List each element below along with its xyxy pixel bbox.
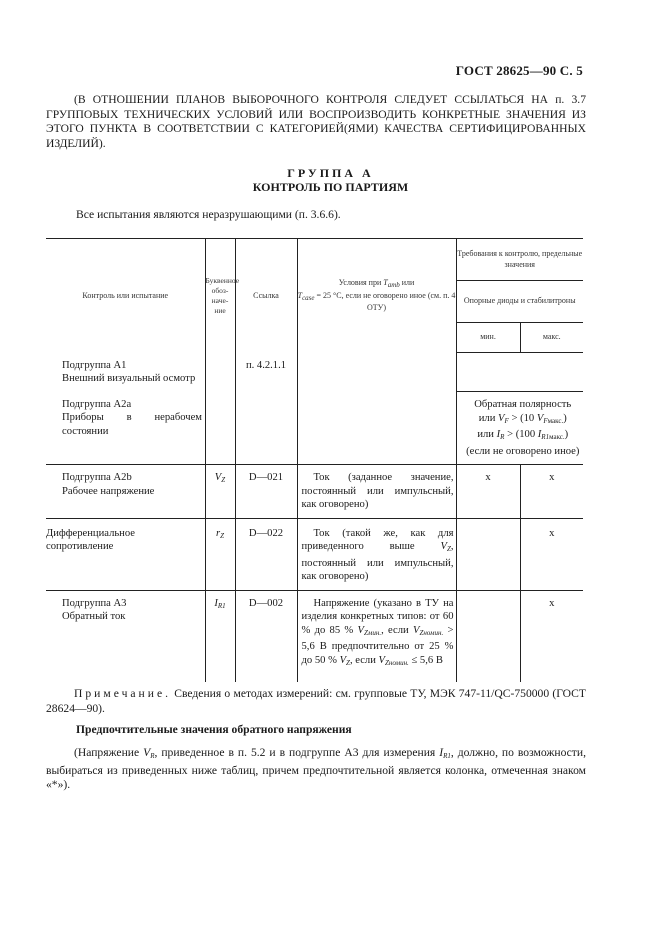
- note-label: Примечание.: [74, 687, 171, 700]
- header-requirements: Требования к контролю, предельные значения: [456, 239, 583, 281]
- row-symbol: $r_Z$: [205, 518, 235, 590]
- table-row: [46, 353, 583, 392]
- row-requirement: Обратная полярность или $V_F > (10$ $V_{Fмакс.}$) или $I_R > (100$ $I_{R1макс.}$) (если не оговорено иное): [456, 392, 583, 465]
- header-diodes: Опорные диоды и стабилитроны: [456, 281, 583, 323]
- row-name: Дифференциальное сопротивление: [46, 527, 135, 552]
- group-subtitle: КОНТРОЛЬ ПО ПАРТИЯМ: [252, 180, 409, 194]
- header-reference: Ссылка: [235, 239, 297, 353]
- header-conditions: Условия при $T_{amb}$ или $T_{case} = 25$ °С, если не оговорено иное (см. п. 4 ОТУ): [297, 239, 456, 353]
- row-conditions: Напряжение (указано в ТУ на изделия конкретных типов: от 60 % до 85 % $V_{Zмин.}$, если $V_{Zномин.} > 5,6$ В предпочтительно от 25 % до 50 % $V_Z$, если $V_{Zномин.} \le 5,6$ В: [297, 590, 456, 682]
- group-title: ГРУППА А: [287, 166, 374, 180]
- row-ref: D—022: [235, 518, 297, 590]
- table-row: [46, 465, 583, 519]
- row-ref: D—021: [235, 465, 297, 519]
- row-ref: D—002: [235, 590, 297, 682]
- row-name: Обратный ток: [62, 611, 126, 622]
- header-test: Контроль или испытание: [46, 239, 205, 353]
- header-min: мин.: [456, 323, 520, 353]
- table-row: [46, 392, 583, 465]
- row-name: Приборы в нерабочем состоянии: [62, 412, 202, 437]
- row-group: Подгруппа A3: [62, 597, 127, 609]
- row-ref: п. 4.2.1.1: [235, 353, 297, 392]
- row-group: Подгруппа A1: [62, 359, 127, 371]
- row-min: x: [456, 465, 520, 519]
- header-letter: Буквенное обоз- наче- ние: [205, 239, 235, 353]
- all-tests-note: Все испытания являются неразрушающими (п. 3.6.6).: [76, 208, 341, 221]
- row-max: x: [520, 465, 583, 519]
- row-max: x: [520, 590, 583, 682]
- row-name: Внешний визуальный осмотр: [62, 373, 196, 384]
- row-conditions: Ток (заданное значение, постоянный или импульсный, как оговорено): [297, 465, 456, 519]
- note-text: Сведения о методах измерений: см. групповые ТУ, МЭК 747-11/QC-750000 (ГОСТ 28624—90).: [46, 687, 586, 715]
- row-conditions: Ток (такой же, как для приведенного выше $V_Z$, постоянный или импульсный, как оговорено): [297, 518, 456, 590]
- row-max: x: [520, 518, 583, 590]
- section-title: Предпочтительные значения обратного напряжения: [76, 723, 352, 736]
- lot-control-table: [46, 238, 583, 682]
- table-row: [46, 590, 583, 682]
- note-paragraph: [46, 687, 586, 716]
- row-group: Подгруппа A2b: [62, 472, 132, 483]
- row-group: Подгруппа A2a: [62, 398, 132, 410]
- header-max: макс.: [520, 323, 583, 353]
- row-symbol: $I_{R1}$: [205, 590, 235, 682]
- row-name: Рабочее напряжение: [62, 485, 155, 497]
- intro-paragraph: (В ОТНОШЕНИИ ПЛАНОВ ВЫБОРОЧНОГО КОНТРОЛЯ СЛЕДУЕТ ССЫЛАТЬСЯ НА п. 3.7 ГРУППОВЫХ ТЕХНИЧЕСКИХ УСЛОВИЙ ИЛИ ВОСПРОИЗВОДИТЬ КОНКРЕТНЫЕ ЗНАЧЕНИЯ ИЗ ЭТОГО ПУНКТА В СООТВЕТСТВИИ С КАТЕГОРИЕЙ(ЯМИ) КАЧЕСТВА СЕРТИФИЦИРОВАННЫХ ИЗДЕЛИЙ).: [46, 93, 586, 150]
- row-symbol: $V_Z$: [205, 465, 235, 519]
- table-row: [46, 518, 583, 590]
- section-paragraph: (Напряжение $V_R$, приведенное в п. 5.2 и в подгруппе A3 для измерения $I_{R1}$, должно, по возможности, выбираться из приведенных ниже таблиц, причем предпочтительной является колонка, отмеченная знаком «*»).: [46, 746, 586, 791]
- page-header: ГОСТ 28625—90 С. 5: [455, 63, 583, 78]
